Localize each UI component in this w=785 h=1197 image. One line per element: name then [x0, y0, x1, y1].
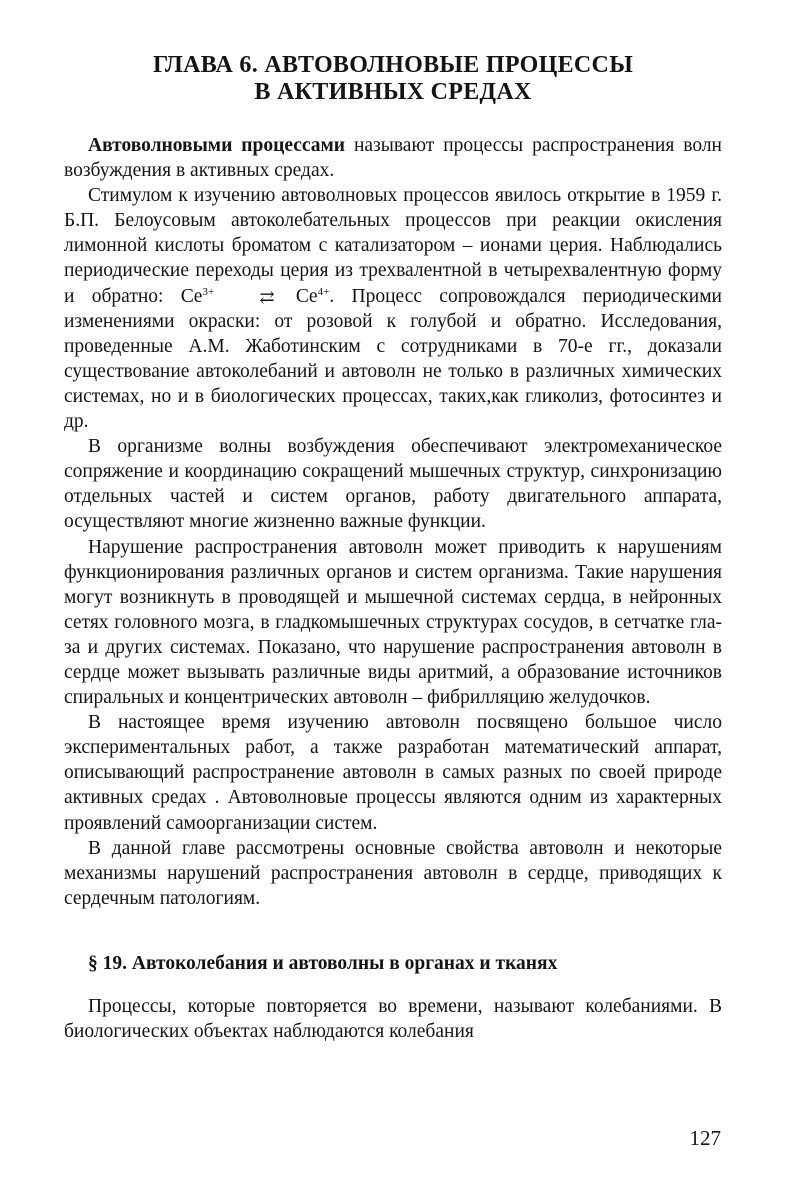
paragraph-disorders: Нарушение распространения автоволн может приводить к нарушениям функционирования различных органов и систем организма. Такие нарушения могут возникнуть в проводящей и мышечной системах сердца, в нейронных сетях головного мозга, в гладкомышечных структурах сосудов, в сетчатке глаза и других системах. Показано, что нарушение распространения автоволн в сердце может вызывать различные виды аритмий, а образование источников спиральных и концентрических автоволн – фибрилляцию желудочков. — [64, 536, 722, 709]
chapter-title-line-2: В АКТИВНЫХ СРЕДАХ — [254, 79, 532, 105]
paragraph-chapter-scope: В данной главе рассмотрены основные свойства автоволн и некоторые механизмы нарушений распространения автоволн в сердце, приводящих к сердечным патологиям. — [64, 837, 722, 909]
paragraph-research: В настоящее время изучению автоволн посвящено большое число экспериментальных работ, а также разработан математический аппарат, описывающий распространение автоволн в самых разных по своей природе активных средах . Автоволновые процессы являются одним из характерных проявлений самоорганизации систем. — [64, 712, 722, 834]
chapter-title-line-1: ГЛАВА 6. АВТОВОЛНОВЫЕ ПРОЦЕССЫ — [152, 52, 634, 78]
history-text-part-1: Стимулом к изучению автоволновых процессов явилось открытие в 1959 г. Б.П. Белоусовым автоколебательных процессов при реакции окисления лимонной кислоты броматом с катализатором – ионами церия. Наблюдались периодические переходы церия из трехвалентной в четырехвалентную форму и обратно: Ce — [64, 185, 722, 307]
cerium-charge-4: 4+ — [317, 285, 330, 298]
chapter-title — [64, 52, 722, 106]
paragraph-organism: В организме волны возбуждения обеспечивают электромеханическое сопряжение и координацию сокращений мышечных структур, синхронизацию отдельных частей и систем органов, работу двигательного аппарата, осуществляют многие жизненно важные функции. — [64, 436, 722, 533]
section-title: § 19. Автоколебания и автоволны в органах и тканях — [88, 952, 558, 974]
page-number: 127 — [689, 1126, 721, 1150]
cerium-symbol: Ce — [295, 285, 318, 307]
book-page — [64, 52, 722, 1044]
paragraph-oscillations: Процессы, которые повторяется во времени, называют колебаниями. В биологических объектах наблюдаются колебания — [64, 995, 722, 1042]
defined-term: Автоволновыми процессами — [88, 135, 346, 156]
paragraph-definition — [64, 133, 722, 183]
cerium-charge-3: 3+ — [202, 285, 215, 298]
history-text-part-2: . Процесс сопровождался периодическими изменениями окраски: от розовой к голубой и обратно. Исследования, проведенные А.М. Жаботинским с сотрудниками в 70-е гг., доказали существование автоколебаний и автоволн не только в различных химических системах, но и в биологических процессах, таких,как гликолиз, фотосинтез и др. — [64, 285, 722, 433]
paragraph-history: Стимулом к изучению автоволновых процессов явилось открытие в 1959 г. Б.П. Белоусовым автоколебательных процессов при реакции окисления лимонной кислоты броматом с катализатором – ионами церия. Наблюдались периодические переходы церия из трехвалентной в четырехвалентную форму и обратно: $Ce^{3+}$ ⇄ $Ce^{4+}$. Процесс сопровождался периодическими изменениями окраски: от розовой к голубой и обратно. Исследования, проведенные А.М. Жаботинским с сотрудниками в 70-е гг., доказали существование автоколебаний и автоволн не только в различных химических системах, но и в биологических процессах, таких,как гликолиз, фотосинтез и др. — [64, 185, 722, 433]
definition-text: называют процессы распространения волн возбуждения в активных средах. — [64, 135, 722, 182]
